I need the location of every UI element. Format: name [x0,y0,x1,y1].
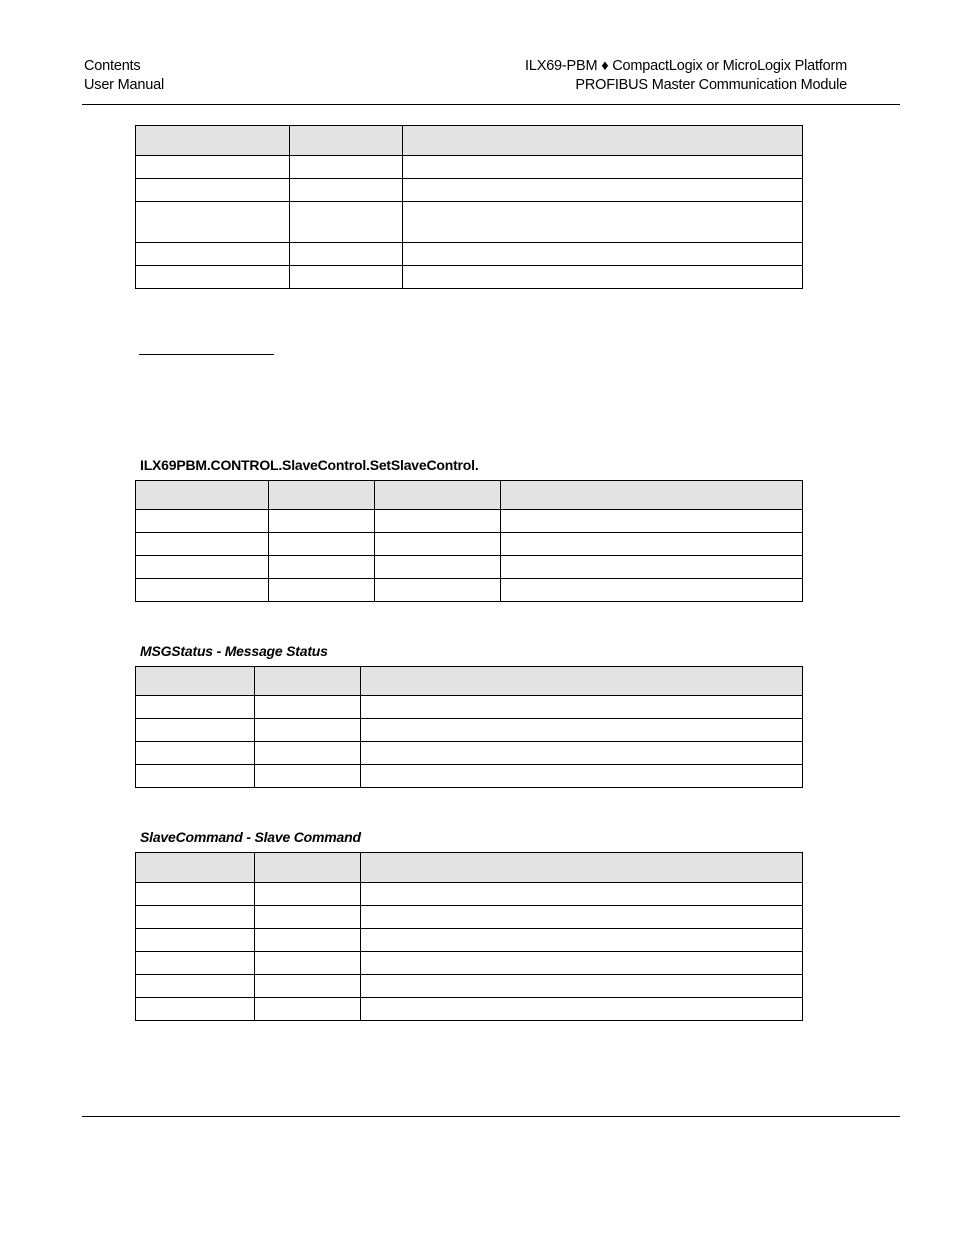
table-cell [255,998,361,1021]
table-cell [255,696,361,719]
caption-msg-status: MSGStatus - Message Status [140,643,328,659]
table-header-row [136,667,803,696]
table-cell [361,975,803,998]
table-cell [136,952,255,975]
header-product-title: ILX69-PBM ♦ CompactLogix or MicroLogix Platform [525,58,847,74]
table-row [136,579,803,602]
table-cell [255,742,361,765]
header-divider [82,104,900,105]
table-cell [136,998,255,1021]
table-row [136,742,803,765]
table-cell [136,696,255,719]
table-cell [403,156,803,179]
table-row [136,556,803,579]
table-row [136,975,803,998]
header-cell [361,853,803,883]
header-cell [136,853,255,883]
table-cell [361,952,803,975]
header-product-subtitle: PROFIBUS Master Communication Module [575,77,847,93]
table-row [136,266,803,289]
table-cell [501,579,803,602]
table-row [136,765,803,788]
header-cell [501,481,803,510]
table-cell [136,719,255,742]
table-cell [403,179,803,202]
header-manual-type: User Manual [84,77,164,93]
table-cell [255,975,361,998]
table-cell [136,883,255,906]
table-row [136,906,803,929]
header-cell [136,667,255,696]
header-cell [255,853,361,883]
header-cell [136,481,269,510]
table-cell [255,929,361,952]
hyperlink-underline[interactable] [139,354,274,355]
table-cell [361,719,803,742]
table-cell [403,243,803,266]
table-row [136,243,803,266]
header-cell [290,126,403,156]
table-cell [255,952,361,975]
table-cell [269,510,375,533]
header-left [84,57,164,95]
table-cell [269,533,375,556]
table-cell [136,579,269,602]
table-cell [136,179,290,202]
table-cell [290,156,403,179]
table-cell [136,202,290,243]
table-cell [136,156,290,179]
table-cell [136,765,255,788]
table-set-slave-control [135,480,803,602]
table-row [136,719,803,742]
table-cell [403,202,803,243]
header-section-title: Contents [84,58,141,74]
table-cell [255,719,361,742]
header-right [525,57,847,95]
table-cell [501,556,803,579]
table-cell [255,765,361,788]
table-header-row [136,126,803,156]
table-cell [136,975,255,998]
caption-slave-command: SlaveCommand - Slave Command [140,829,361,845]
table-cell [136,929,255,952]
table-cell [290,243,403,266]
header-cell [403,126,803,156]
table-row [136,510,803,533]
table-cell [375,510,501,533]
table-row [136,156,803,179]
table-cell [255,883,361,906]
table-cell [361,742,803,765]
table-cell [290,202,403,243]
table-cell [136,266,290,289]
header-cell [361,667,803,696]
table-cell [269,579,375,602]
header-cell [136,126,290,156]
table-header-row [136,481,803,510]
table-row [136,533,803,556]
table-cell [361,883,803,906]
table-cell [361,929,803,952]
table-slave-command [135,852,803,1021]
table-cell [136,742,255,765]
table-cell [290,179,403,202]
footer-divider [82,1116,900,1117]
table-row [136,179,803,202]
table-cell [375,579,501,602]
header-cell [255,667,361,696]
table-cell [361,765,803,788]
table-cell [136,556,269,579]
table-cell [361,696,803,719]
table-row [136,929,803,952]
table-cell [403,266,803,289]
table-cell [136,243,290,266]
table-row [136,998,803,1021]
table-cell [136,510,269,533]
table-cell [136,533,269,556]
table-cell [290,266,403,289]
header-cell [375,481,501,510]
table-header-row [136,853,803,883]
table-1 [135,125,803,289]
table-row [136,883,803,906]
table-cell [501,533,803,556]
table-msg-status [135,666,803,788]
table-cell [255,906,361,929]
table-cell [361,998,803,1021]
table-cell [136,906,255,929]
table-row [136,952,803,975]
caption-set-slave-control: ILX69PBM.CONTROL.SlaveControl.SetSlaveControl. [140,457,479,473]
table-cell [375,533,501,556]
table-cell [269,556,375,579]
table-cell [361,906,803,929]
table-row [136,202,803,243]
table-cell [501,510,803,533]
header-cell [269,481,375,510]
table-row [136,696,803,719]
table-cell [375,556,501,579]
